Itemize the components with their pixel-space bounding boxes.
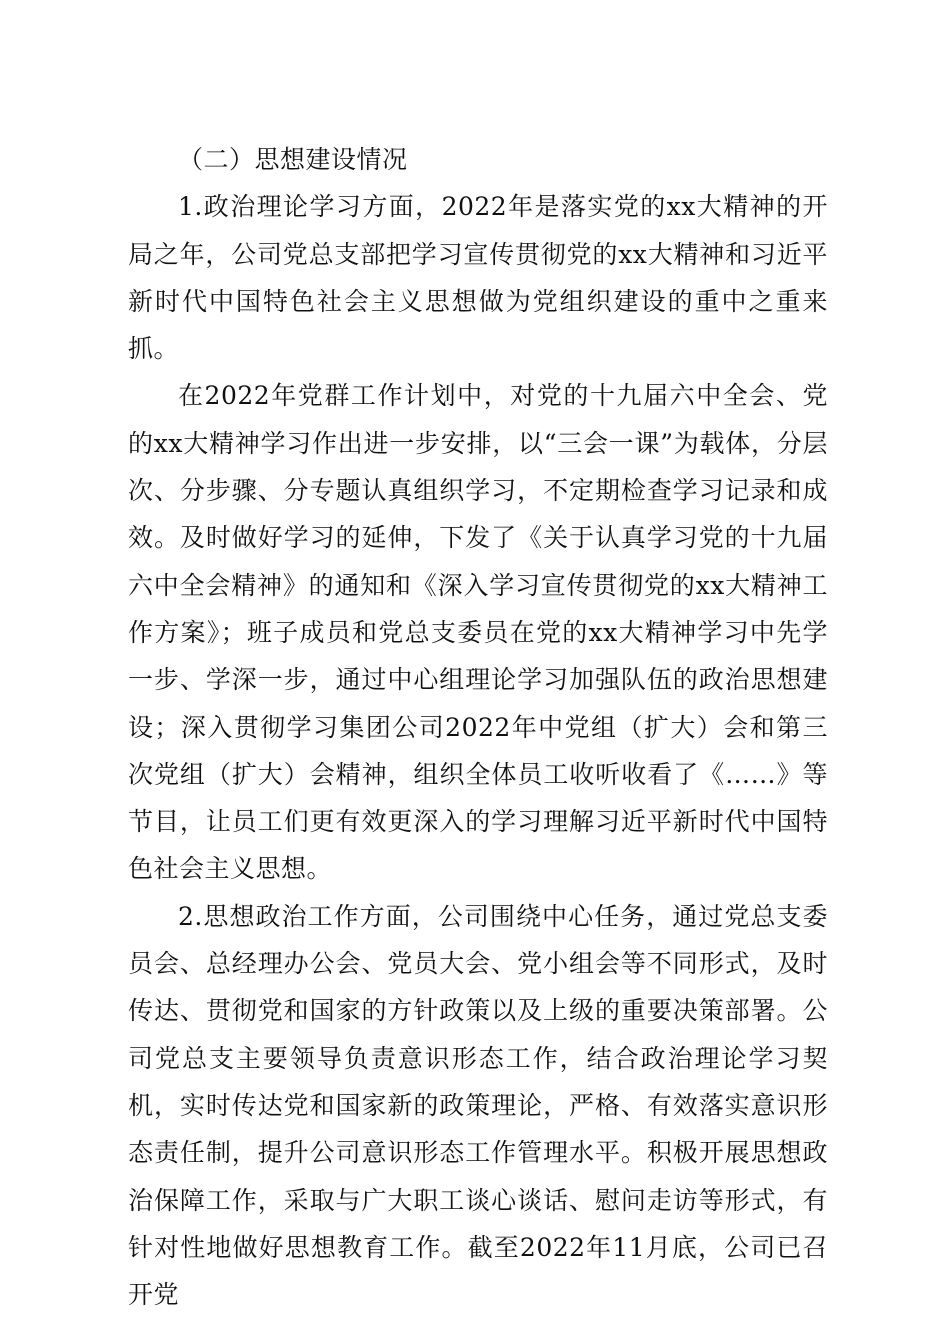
document-body xyxy=(128,136,828,1318)
section-heading: （二）思想建设情况 xyxy=(178,145,408,174)
paragraph-political-theory: 1.政治理论学习方面，2022年是落实党的xx大精神的开局之年，公司党总支部把学习宣传贯彻党的xx大精神和习近平新时代中国特色社会主义思想做为党组织建设的重中之重来抓。 xyxy=(128,192,828,364)
paragraph-ideological-work: 2.思想政治工作方面，公司围绕中心任务，通过党总支委员会、总经理办公会、党员大会、党小组会等不同形式，及时传达、贯彻党和国家的方针政策以及上级的重要决策部署。公司党总支主要领导负责意识形态工作，结合政治理论学习契机，实时传达党和国家新的政策理论，严格、有效落实意识形态责任制，提升公司意识形态工作管理水平。积极开展思想政治保障工作，采取与广大职工谈心谈话、慰问走访等形式，有针对性地做好思想教育工作。截至2022年11月底，公司已召开党 xyxy=(128,901,828,1310)
paragraph-study-plan: 在2022年党群工作计划中，对党的十九届六中全会、党的xx大精神学习作出进一步安排，以“三会一课”为载体，分层次、分步骤、分专题认真组织学习，不定期检查学习记录和成效。及时做好学习的延伸，下发了《关于认真学习党的十九届六中全会精神》的通知和《深入学习宣传贯彻党的xx大精神工作方案》；班子成员和党总支委员在党的xx大精神学习中先学一步、学深一步，通过中心组理论学习加强队伍的政治思想建设；深入贯彻学习集团公司2022年中党组（扩大）会和第三次党组（扩大）会精神，组织全体员工收听收看了《……》等节目，让员工们更有效更深入的学习理解习近平新时代中国特色社会主义思想。 xyxy=(128,381,828,884)
